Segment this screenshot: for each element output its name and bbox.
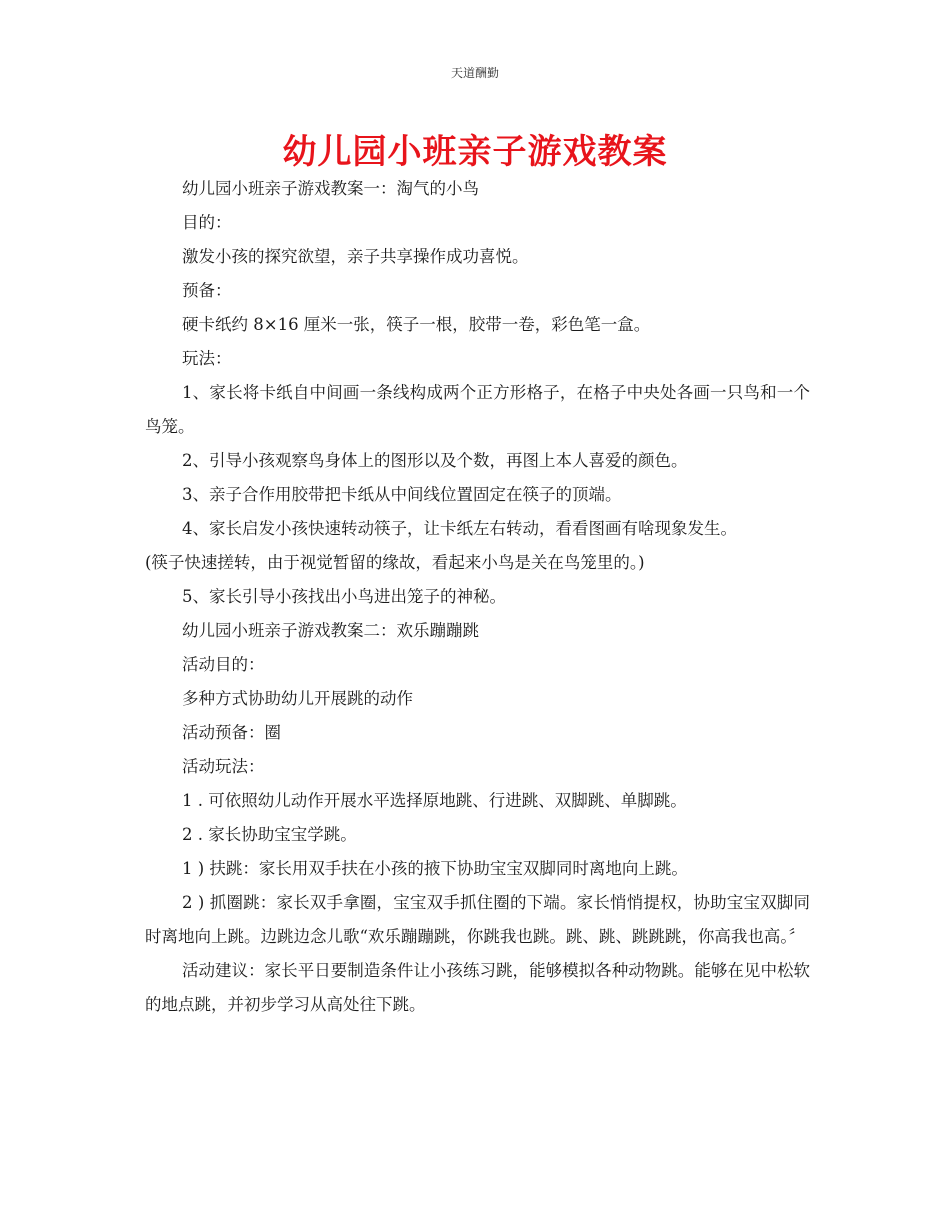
step-2: 2、引导小孩观察鸟身体上的图形以及个数，再图上本人喜爱的颜色。 [182,451,688,470]
label-method: 玩法： [182,349,232,368]
section-heading-1: 幼儿园小班亲子游戏教案一：淘气的小鸟 [182,179,479,198]
paragraph-purpose: 激发小孩的探究欲望，亲子共享操作成功喜悦。 [182,247,529,266]
paragraph-activity-purpose: 多种方式协助幼儿开展跳的动作 [182,689,413,708]
step-3: 3、亲子合作用胶带把卡纸从中间线位置固定在筷子的顶端。 [182,485,622,504]
paragraph-activity-preparation: 活动预备：圈 [182,723,281,742]
label-preparation: 预备： [182,281,232,300]
label-activity-purpose: 活动目的： [182,655,265,674]
label-activity-method: 活动玩法： [182,757,265,776]
step-1: 1、家长将卡纸自中间画一条线构成两个正方形格子，在格子中央处各画一只鸟和一个鸟笼。 [145,383,810,436]
activity-step-1: 1 . 可依照幼儿动作开展水平选择原地跳、行进跳、双脚跳、单脚跳。 [182,791,687,810]
section-heading-2: 幼儿园小班亲子游戏教案二：欢乐蹦蹦跳 [182,621,479,640]
document-body [145,172,810,1022]
step-4-note: (筷子快速搓转，由于视觉暂留的缘故，看起来小鸟是关在鸟笼里的。) [145,553,645,572]
document-title: 幼儿园小班亲子游戏教案 [282,132,668,172]
step-5: 5、家长引导小孩找出小鸟进出笼子的神秘。 [182,587,506,606]
activity-step-2: 2 . 家长协助宝宝学跳。 [182,825,357,844]
activity-substep-2: 2 ) 抓圈跳：家长双手拿圈，宝宝双手抓住圈的下端。家长悄悄提权，协助宝宝双脚同时离地向上跳。边跳边念儿歌“欢乐蹦蹦跳，你跳我也跳。跳、跳、跳跳跳，你高我也高。〞 [145,893,810,946]
paragraph-preparation: 硬卡纸约 8×16 厘米一张，筷子一根，胶带一卷，彩色笔一盒。 [182,315,651,334]
step-4: 4、家长启发小孩快速转动筷子，让卡纸左右转动，看看图画有啥现象发生。 [182,519,737,538]
activity-substep-1: 1 ) 扶跳：家长用双手扶在小孩的掖下协助宝宝双脚同时离地向上跳。 [182,859,688,878]
page-header: 天道酬勤 [450,66,499,80]
activity-suggestion: 活动建议：家长平日要制造条件让小孩练习跳，能够模拟各种动物跳。能够在见中松软的地点跳，并初步学习从高处往下跳。 [145,961,810,1014]
label-purpose: 目的： [182,213,232,232]
